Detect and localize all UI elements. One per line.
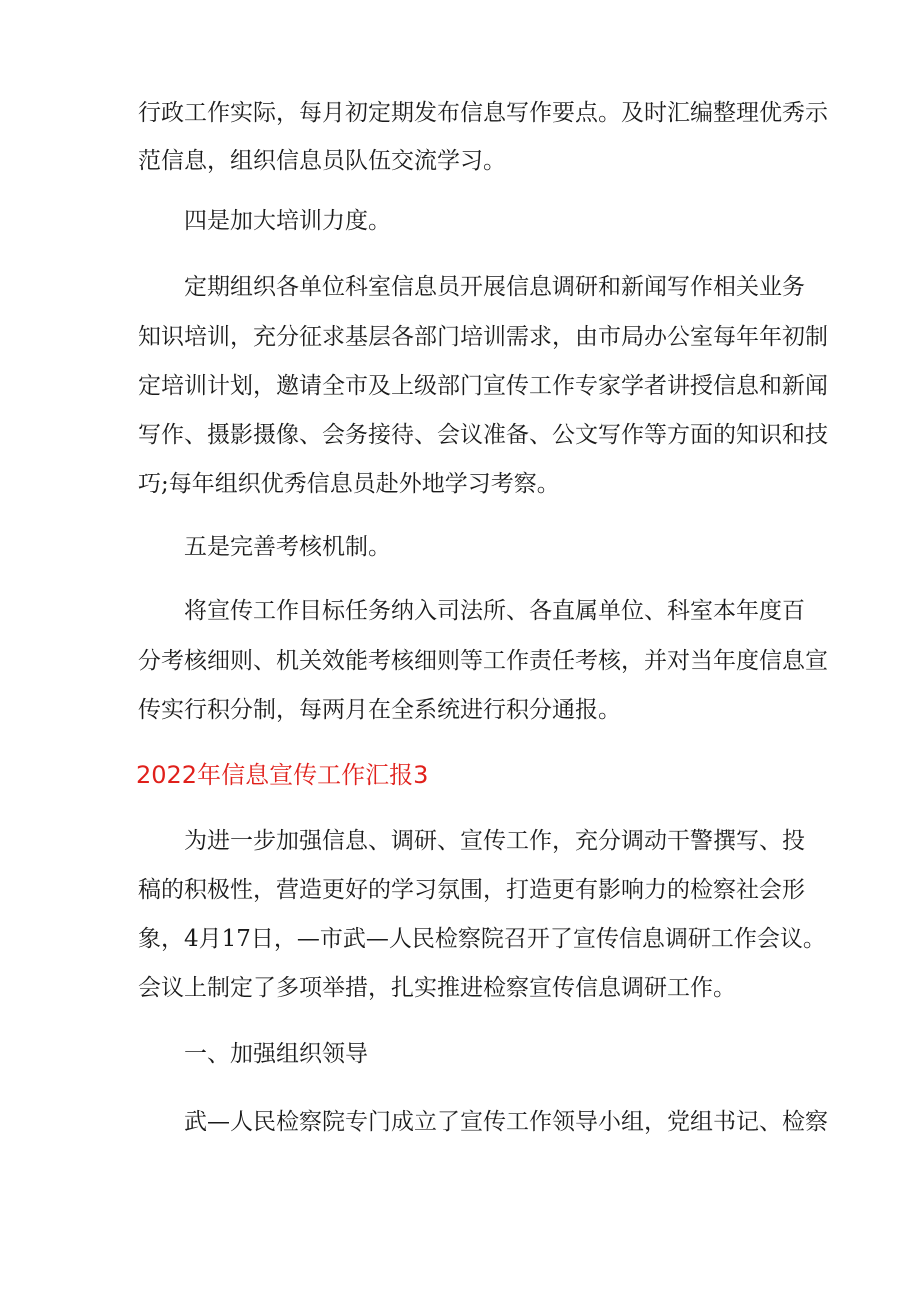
paragraph-line: 定期组织各单位科室信息员开展信息调研和新闻写作相关业务 — [184, 274, 805, 300]
paragraph-line: 定培训计划，邀请全市及上级部门宣传工作专家学者讲授信息和新闻 — [138, 373, 828, 399]
paragraph-line: 范信息，组织信息员队伍交流学习。 — [138, 148, 506, 174]
paragraph-line: 行政工作实际，每月初定期发布信息写作要点。及时汇编整理优秀示 — [138, 100, 828, 126]
paragraph-line: 分考核细则、机关效能考核细则等工作责任考核，并对当年度信息宣 — [138, 648, 828, 674]
section-title: 2022年信息宣传工作汇报3 — [136, 761, 429, 789]
paragraph-line: 象，4月17日，—市武—人民检察院召开了宣传信息调研工作会议。 — [138, 926, 826, 952]
paragraph-line: 传实行积分制，每两月在全系统进行积分通报。 — [138, 697, 621, 723]
paragraph-line: 巧;每年组织优秀信息员赴外地学习考察。 — [138, 471, 560, 497]
paragraph-line: 写作、摄影摄像、会务接待、会议准备、公文写作等方面的知识和技 — [138, 422, 828, 448]
item-heading-5: 五是完善考核机制。 — [184, 534, 391, 560]
paragraph-line: 稿的积极性，营造更好的学习氛围，打造更有影响力的检察社会形 — [138, 877, 805, 903]
paragraph-line: 知识培训，充分征求基层各部门培训需求，由市局办公室每年年初制 — [138, 324, 828, 350]
paragraph-line: 武—人民检察院专门成立了宣传工作领导小组，党组书记、检察 — [184, 1109, 828, 1135]
item-heading-4: 四是加大培训力度。 — [184, 208, 391, 234]
paragraph-line: 会议上制定了多项举措，扎实推进检察宣传信息调研工作。 — [138, 975, 736, 1001]
paragraph-line: 将宣传工作目标任务纳入司法所、各直属单位、科室本年度百 — [184, 598, 805, 624]
paragraph-line: 为进一步加强信息、调研、宣传工作，充分调动干警撰写、投 — [184, 828, 805, 854]
part-heading-1: 一、加强组织领导 — [184, 1041, 368, 1067]
